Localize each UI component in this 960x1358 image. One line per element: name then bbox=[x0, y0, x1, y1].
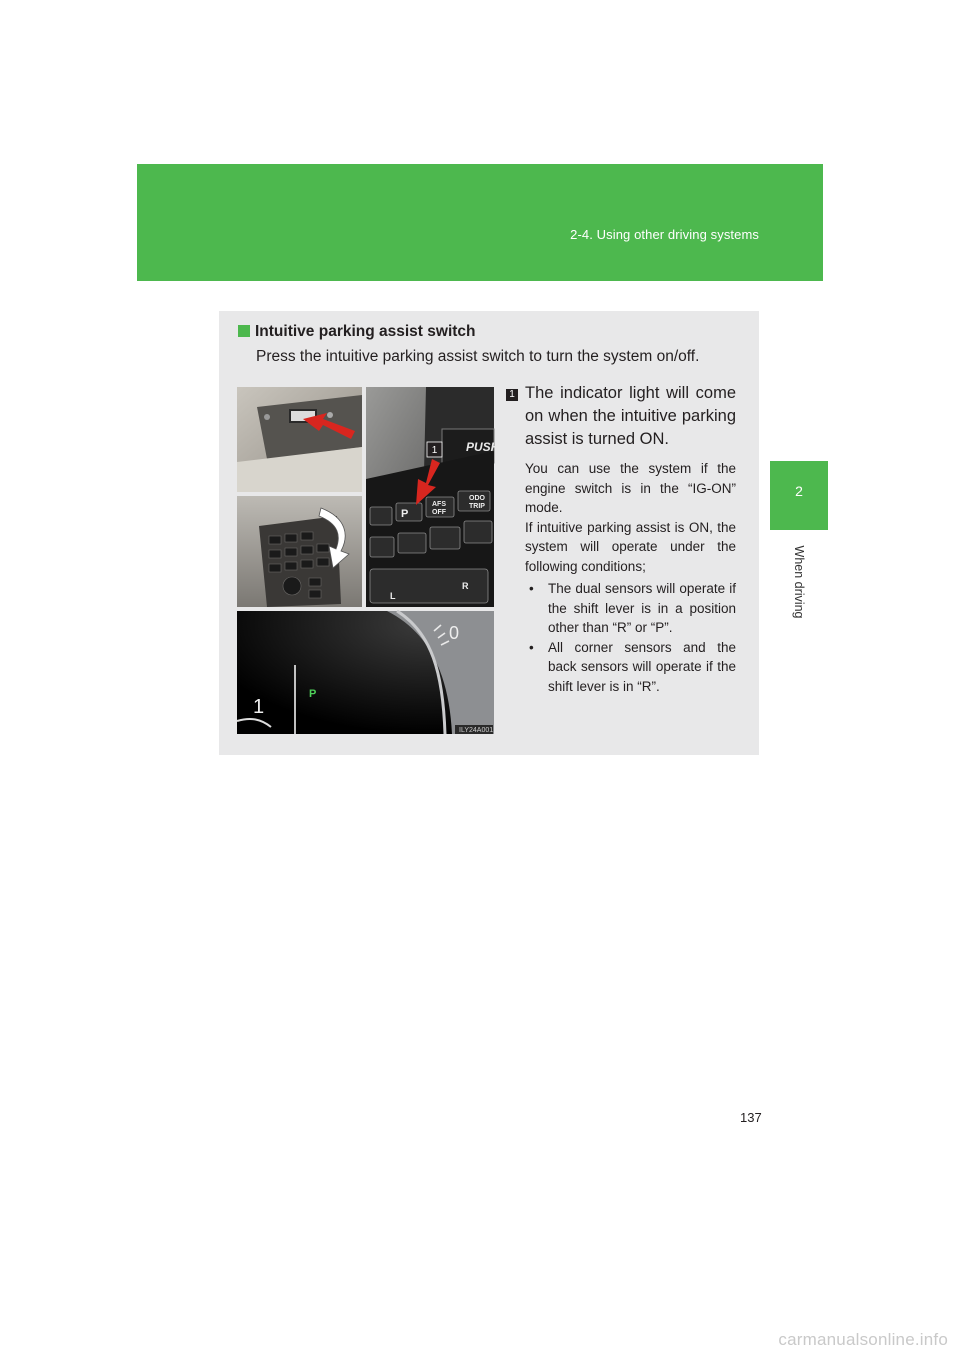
square-bullet-icon bbox=[238, 325, 250, 337]
switch-panel-photo bbox=[237, 387, 362, 492]
watermark: carmanualsonline.info bbox=[778, 1330, 948, 1349]
gauge-zero-label: 0 bbox=[449, 623, 460, 643]
p-switch-label: P bbox=[401, 508, 409, 520]
push-label: PUSH bbox=[466, 440, 500, 454]
dashboard-illustration bbox=[237, 387, 500, 734]
chapter-side-label: When driving bbox=[792, 545, 806, 619]
chapter-header-band bbox=[137, 164, 823, 281]
page-number: 137 bbox=[740, 1110, 762, 1125]
left-label: L bbox=[390, 591, 396, 601]
callout-text: The indicator light will come on when the intuitive parking assist is turned ON. bbox=[525, 384, 736, 448]
chapter-side-tab bbox=[770, 461, 828, 530]
list-item-text: All corner sensors and the back sensors will operate if the shift lever is in “R”. bbox=[548, 639, 736, 694]
section-lead: Press the intuitive parking assist switch to turn the system on/off. bbox=[256, 348, 700, 365]
figure-code: ILY24A001 bbox=[459, 727, 494, 734]
odo-label: ODO bbox=[469, 495, 485, 502]
trip-label: TRIP bbox=[469, 503, 485, 510]
chapter-section-title: 2-4. Using other driving systems bbox=[570, 227, 759, 242]
bullet-marker: • bbox=[529, 639, 534, 655]
switch-closeup-photo bbox=[366, 387, 500, 607]
section-heading bbox=[238, 323, 476, 341]
list-item-text: The dual sensors will operate if the shift lever is in a position other than “R” or “P”. bbox=[548, 581, 736, 635]
chapter-number: 2 bbox=[795, 483, 803, 499]
callout-number-badge: 1 bbox=[506, 389, 518, 401]
list-item bbox=[525, 579, 736, 638]
conditions-note bbox=[525, 459, 736, 696]
bullet-marker: • bbox=[529, 581, 534, 596]
afs-off-label: OFF bbox=[432, 509, 446, 516]
note-paragraph-1: You can use the system if the engine switch is in the “IG-ON” mode. bbox=[525, 461, 736, 515]
info-panel bbox=[219, 311, 759, 755]
meter-cluster-photo bbox=[237, 611, 494, 734]
conditions-list bbox=[525, 579, 736, 696]
dashboard-illustration-svg bbox=[237, 387, 500, 734]
figure-callout-number: 1 bbox=[431, 445, 438, 456]
section-heading-text: Intuitive parking assist switch bbox=[255, 323, 476, 340]
note-paragraph-2: If intuitive parking assist is ON, the system will operate under the following conditions; bbox=[525, 519, 736, 574]
afs-label: AFS bbox=[432, 501, 446, 508]
indicator-p-label: P bbox=[309, 688, 317, 700]
gauge-one-label: 1 bbox=[253, 696, 265, 718]
list-item bbox=[525, 638, 736, 697]
keypad-photo bbox=[237, 496, 362, 607]
right-label: R bbox=[462, 581, 469, 591]
